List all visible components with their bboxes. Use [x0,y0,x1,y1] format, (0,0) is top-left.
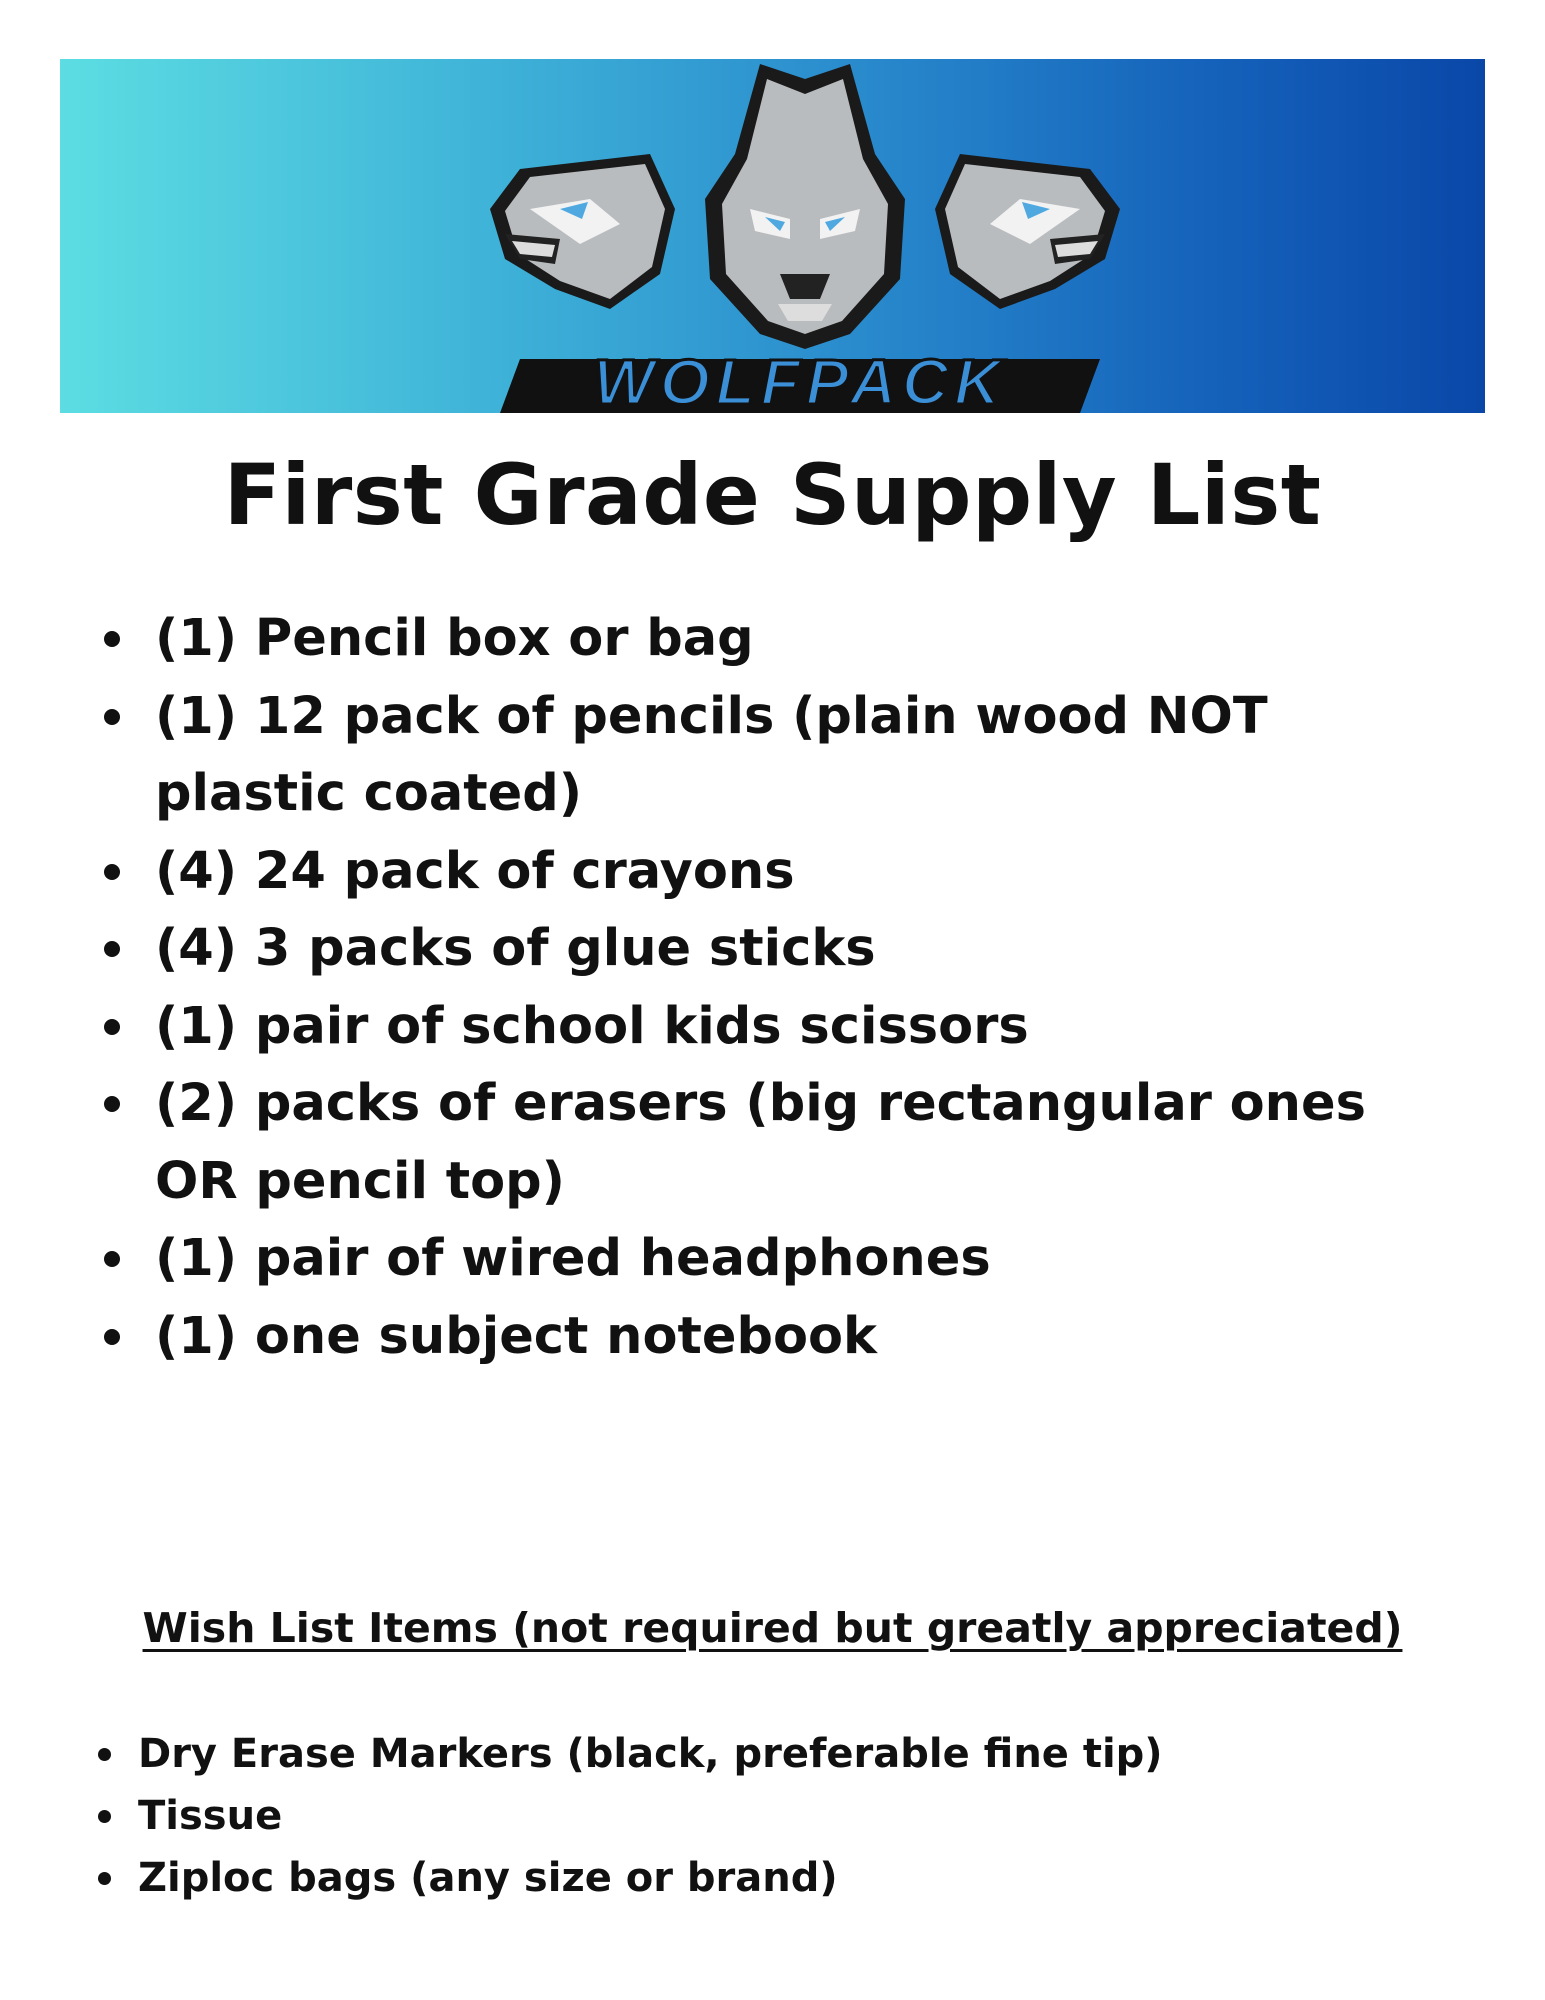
bullet-icon [98,1872,111,1885]
bullet-icon [104,864,120,880]
supply-item-text: (1) one subject notebook [155,1306,877,1366]
supply-item-text: (1) pair of school kids scissors [155,996,1029,1056]
list-item [90,988,1420,1066]
bullet-icon [104,631,120,647]
list-item [90,833,1420,911]
bullet-icon [104,1329,120,1345]
bullet-icon [104,709,120,725]
wish-item-text: Dry Erase Markers (black, preferable fine tip) [138,1731,1163,1777]
wolfpack-logo [460,59,1150,413]
center-wolf-head-icon [705,64,905,349]
header-banner [60,59,1485,413]
wish-list-heading: Wish List Items (not required but greatly appreciated) [142,1604,1403,1652]
list-item [90,678,1420,833]
list-item [90,1065,1420,1220]
bullet-icon [104,1019,120,1035]
list-item [90,1220,1420,1298]
wish-item-text: Tissue [138,1793,283,1839]
wish-list [90,1723,1390,1909]
list-item [90,1785,1390,1847]
supply-item-text: (1) pair of wired headphones [155,1229,991,1288]
supply-item-text: (4) 3 packs of glue sticks [155,919,876,978]
list-item [90,600,1420,678]
page-title: First Grade Supply List [223,446,1322,544]
left-wolf-head-icon [490,154,675,309]
logo-wordmark: WOLFPACK [593,346,1007,413]
list-item [90,910,1420,988]
list-item [90,1298,1420,1376]
supply-item-text: (1) 12 pack of pencils (plain wood NOT plastic coated) [155,686,1268,823]
supply-item-text: (1) Pencil box or bag [155,609,754,668]
bullet-icon [98,1748,111,1761]
bullet-icon [98,1810,111,1823]
supply-list [90,600,1420,1375]
bullet-icon [104,1096,120,1112]
list-item [90,1723,1390,1785]
right-wolf-head-icon [935,154,1120,309]
bullet-icon [104,941,120,957]
supply-item-text: (2) packs of erasers (big rectangular ones OR pencil top) [155,1074,1366,1211]
wish-item-text: Ziploc bags (any size or brand) [138,1855,838,1901]
bullet-icon [104,1251,120,1267]
supply-item-text: (4) 24 pack of crayons [155,841,795,901]
list-item [90,1847,1390,1909]
